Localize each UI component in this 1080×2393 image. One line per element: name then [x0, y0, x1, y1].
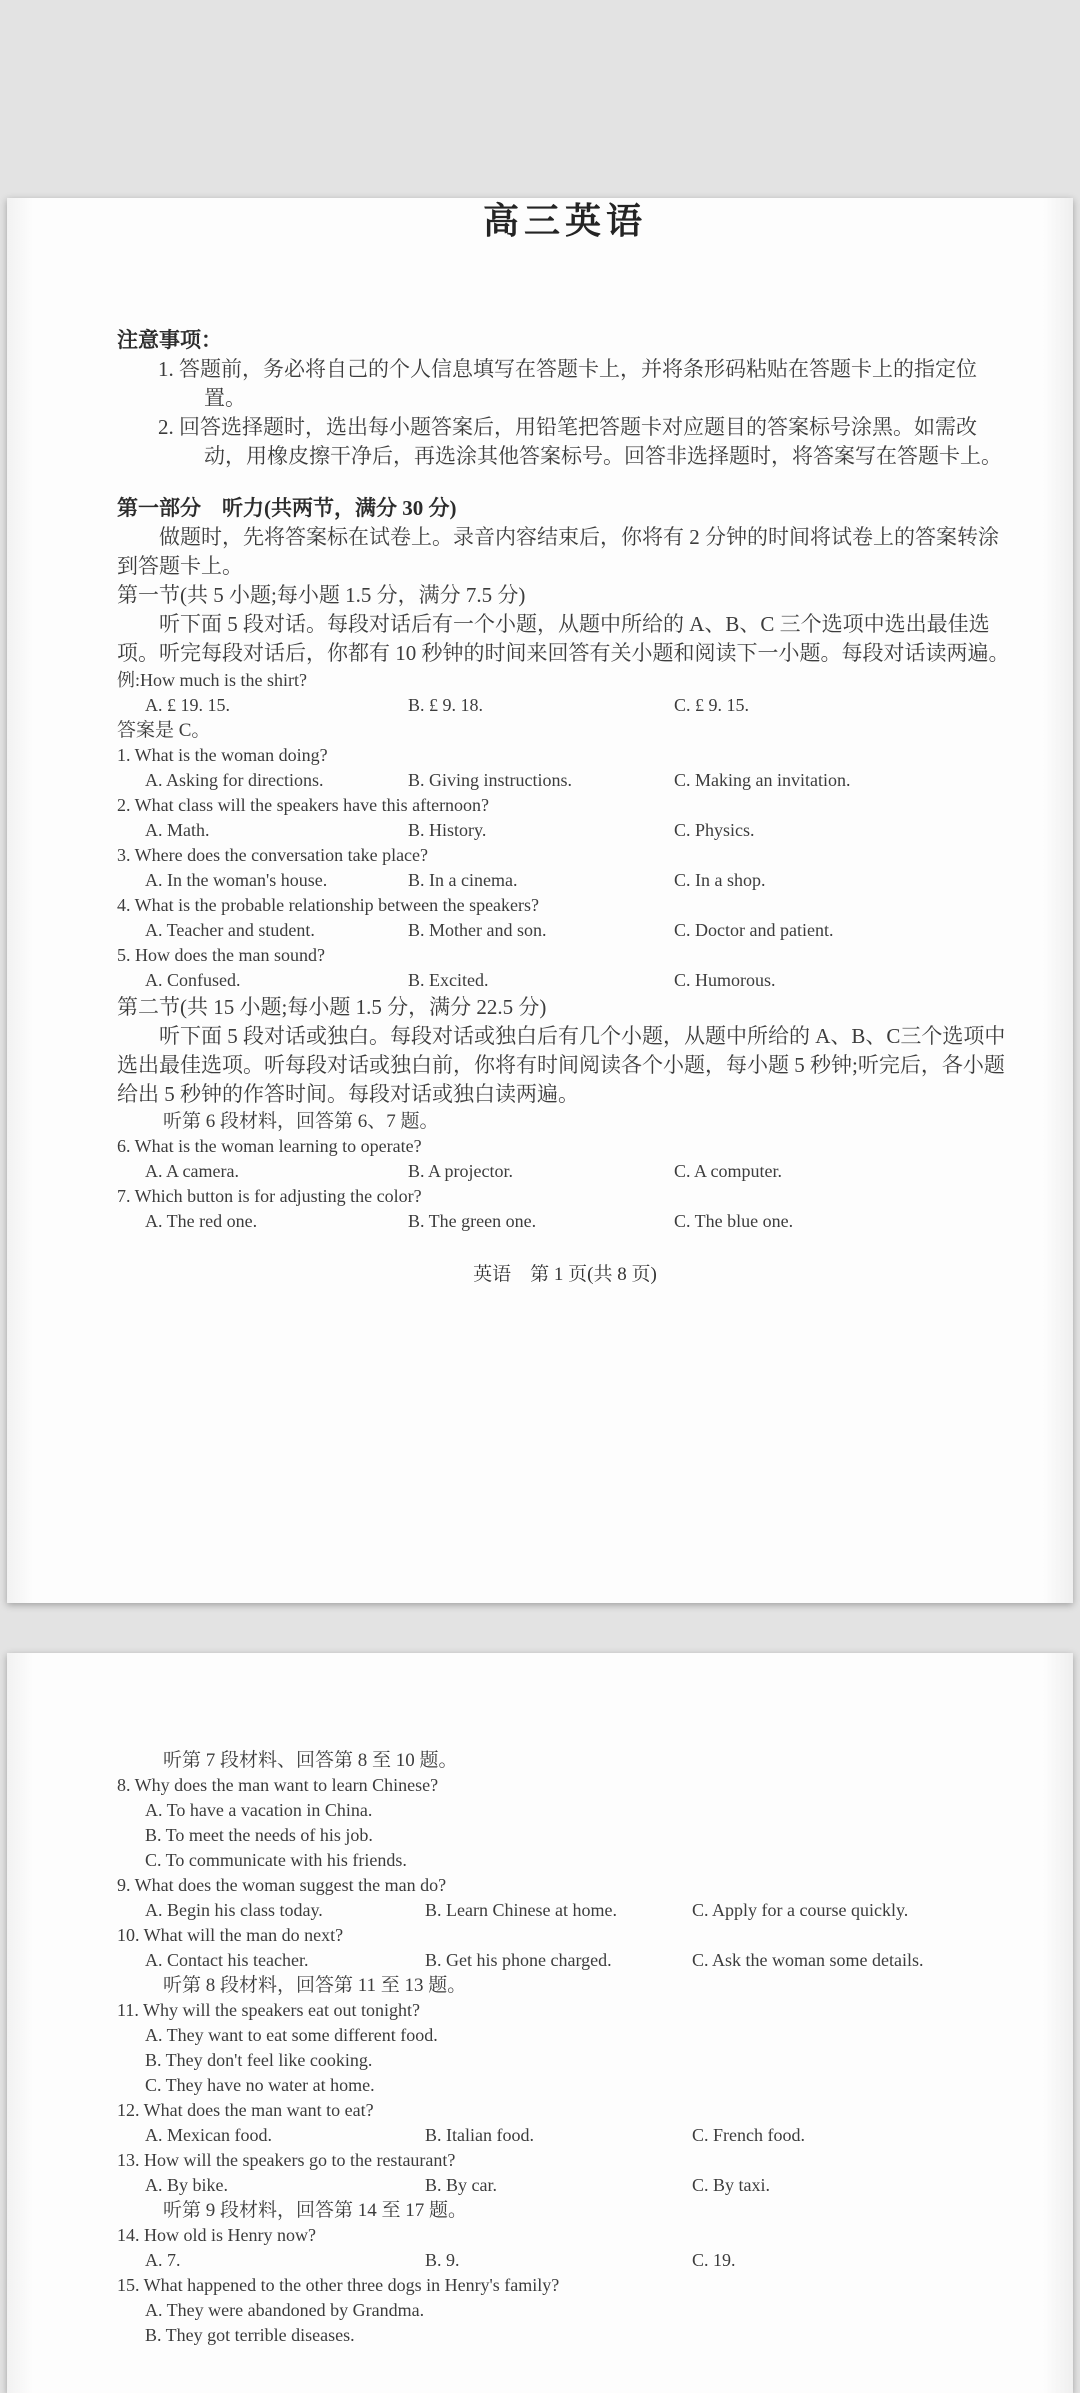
question-options	[145, 2248, 1013, 2273]
question-options	[145, 1159, 1013, 1184]
option-b: B. Italian food.	[425, 2125, 534, 2145]
question-options	[145, 968, 1013, 993]
question-text: 3. Where does the conversation take place?	[117, 845, 429, 865]
option-b: B. A projector.	[408, 1161, 513, 1181]
option-b: B. Get his phone charged.	[425, 1950, 612, 1970]
option-a: A. Confused.	[145, 970, 241, 990]
question-options	[145, 2123, 1013, 2148]
question-6	[117, 1134, 1013, 1184]
option-c: C. By taxi.	[692, 2175, 771, 2195]
question-options	[145, 1798, 1013, 1873]
option-a: A. They want to eat some different food.	[145, 2025, 438, 2045]
option-c: C. In a shop.	[674, 870, 766, 890]
question-text: 4. What is the probable relationship between the speakers?	[117, 895, 540, 915]
question-options	[145, 768, 1013, 793]
question-text: 14. How old is Henry now?	[117, 2225, 316, 2245]
question-3	[117, 843, 1013, 893]
option-a: A. Mexican food.	[145, 2125, 272, 2145]
question-text: 9. What does the woman suggest the man do?	[117, 1875, 447, 1895]
question-text: 12. What does the man want to eat?	[117, 2100, 374, 2120]
question-5	[117, 943, 1013, 993]
question-10	[117, 1923, 1013, 1973]
option-c: C. A computer.	[674, 1161, 782, 1181]
option-c: C. The blue one.	[674, 1211, 794, 1231]
question-text: 2. What class will the speakers have this afternoon?	[117, 795, 490, 815]
option-b: B. Learn Chinese at home.	[425, 1900, 617, 1920]
material-8-prompt: 听第 8 段材料，回答第 11 至 13 题。	[163, 1975, 467, 1996]
question-text: 13. How will the speakers go to the restaurant?	[117, 2150, 456, 2170]
part1-intro: 做题时，先将答案标在试卷上。录音内容结束后，你将有 2 分钟的时间将试卷上的答案转涂到答题卡上。	[117, 525, 999, 578]
question-options	[145, 918, 1013, 943]
material-7-prompt: 听第 7 段材料、回答第 8 至 10 题。	[163, 1750, 458, 1771]
exam-page-2	[7, 1653, 1073, 2393]
notice-item-2: 2. 回答选择题时，选出每小题答案后，用铅笔把答题卡对应题目的答案标号涂黑。如需改动，用橡皮擦干净后，再选涂其他答案标号。回答非选择题时，将答案写在答题卡上。	[158, 415, 1002, 468]
question-options	[145, 868, 1013, 893]
option-a: A. 7.	[145, 2250, 181, 2270]
option-c: C. 19.	[692, 2250, 736, 2270]
option-b: B. History.	[408, 820, 487, 840]
question-1	[117, 743, 1013, 793]
option-b: B. Mother and son.	[408, 920, 547, 940]
exam-page-1	[7, 198, 1073, 1603]
option-b: B. The green one.	[408, 1211, 537, 1231]
material-6-prompt: 听第 6 段材料，回答第 6、7 题。	[163, 1111, 439, 1132]
section1-intro: 听下面 5 段对话。每段对话后有一个小题，从题中所给的 A、B、C 三个选项中选出最佳选项。听完每段对话后，你都有 10 秒钟的时间来回答有关小题和阅读下一小题。每段对话读两遍。	[117, 612, 1010, 665]
option-a: A. Contact his teacher.	[145, 1950, 309, 1970]
question-options	[145, 2173, 1013, 2198]
page-title: 高三英语	[482, 201, 647, 241]
option-a: A. Teacher and student.	[145, 920, 315, 940]
option-c: C. Apply for a course quickly.	[692, 1900, 909, 1920]
question-options	[145, 818, 1013, 843]
question-2	[117, 793, 1013, 843]
question-text: 10. What will the man do next?	[117, 1925, 344, 1945]
option-a: A. In the woman's house.	[145, 870, 328, 890]
question-15	[117, 2273, 1013, 2348]
part1-header: 第一部分 听力(共两节，满分 30 分)	[117, 496, 457, 520]
example-option-b: B. £ 9. 18.	[408, 695, 484, 715]
option-a: A. The red one.	[145, 1211, 258, 1231]
option-b: B. To meet the needs of his job.	[145, 1825, 373, 1845]
question-options	[145, 1898, 1013, 1923]
option-a: A. By bike.	[145, 2175, 228, 2195]
option-c: C. They have no water at home.	[145, 2075, 375, 2095]
option-b: B. In a cinema.	[408, 870, 518, 890]
notice-item-1: 1. 答题前，务必将自己的个人信息填写在答题卡上，并将条形码粘贴在答题卡上的指定位置。	[158, 357, 977, 410]
section2-intro: 听下面 5 段对话或独白。每段对话或独白后有几个小题，从题中所给的 A、B、C三个选项中选出最佳选项。听每段对话或独白前，你将有时间阅读各个小题，每小题 5 秒钟;听完后，各小题给出 5 秒钟的作答时间。每段对话或独白读两遍。	[117, 1024, 1006, 1106]
section2-header: 第二节(共 15 小题;每小题 1.5 分，满分 22.5 分)	[117, 995, 547, 1019]
example-option-a: A. £ 19. 15.	[145, 695, 230, 715]
question-text: 6. What is the woman learning to operate?	[117, 1136, 422, 1156]
question-text: 5. How does the man sound?	[117, 945, 325, 965]
option-a: A. A camera.	[145, 1161, 239, 1181]
option-b: B. By car.	[425, 2175, 497, 2195]
option-c: C. Ask the woman some details.	[692, 1950, 924, 1970]
question-text: 15. What happened to the other three dogs in Henry's family?	[117, 2275, 560, 2295]
question-text: 1. What is the woman doing?	[117, 745, 328, 765]
question-12	[117, 2098, 1013, 2148]
option-c: C. To communicate with his friends.	[145, 1850, 407, 1870]
option-a: A. To have a vacation in China.	[145, 1800, 373, 1820]
question-9	[117, 1873, 1013, 1923]
question-text: 7. Which button is for adjusting the color?	[117, 1186, 422, 1206]
option-c: C. Humorous.	[674, 970, 776, 990]
example-answer: 答案是 C。	[117, 720, 211, 741]
example-options	[145, 693, 1013, 718]
option-b: B. Excited.	[408, 970, 489, 990]
option-b: B. They got terrible diseases.	[145, 2325, 355, 2345]
question-14	[117, 2223, 1013, 2273]
material-9-prompt: 听第 9 段材料，回答第 14 至 17 题。	[163, 2200, 468, 2221]
question-8	[117, 1773, 1013, 1873]
question-options	[145, 1948, 1013, 1973]
question-11	[117, 1998, 1013, 2098]
option-c: C. Physics.	[674, 820, 755, 840]
option-a: A. They were abandoned by Grandma.	[145, 2300, 425, 2320]
example-question: 例:How much is the shirt?	[117, 670, 307, 690]
option-b: B. Giving instructions.	[408, 770, 573, 790]
option-c: C. Making an invitation.	[674, 770, 851, 790]
question-text: 11. Why will the speakers eat out tonight?	[117, 2000, 420, 2020]
option-a: A. Begin his class today.	[145, 1900, 323, 1920]
question-4	[117, 893, 1013, 943]
question-options	[145, 2298, 1013, 2348]
question-options	[145, 2023, 1013, 2098]
question-7	[117, 1184, 1013, 1234]
question-options	[145, 1209, 1013, 1234]
question-13	[117, 2148, 1013, 2198]
option-a: A. Asking for directions.	[145, 770, 324, 790]
question-text: 8. Why does the man want to learn Chinese?	[117, 1775, 439, 1795]
option-a: A. Math.	[145, 820, 210, 840]
page-footer: 英语 第 1 页(共 8 页)	[473, 1264, 657, 1285]
option-c: C. French food.	[692, 2125, 805, 2145]
section1-header: 第一节(共 5 小题;每小题 1.5 分，满分 7.5 分)	[117, 583, 526, 607]
example-option-c: C. £ 9. 15.	[674, 695, 750, 715]
option-b: B. They don't feel like cooking.	[145, 2050, 373, 2070]
option-b: B. 9.	[425, 2250, 460, 2270]
notice-header: 注意事项：	[117, 328, 222, 352]
option-c: C. Doctor and patient.	[674, 920, 834, 940]
